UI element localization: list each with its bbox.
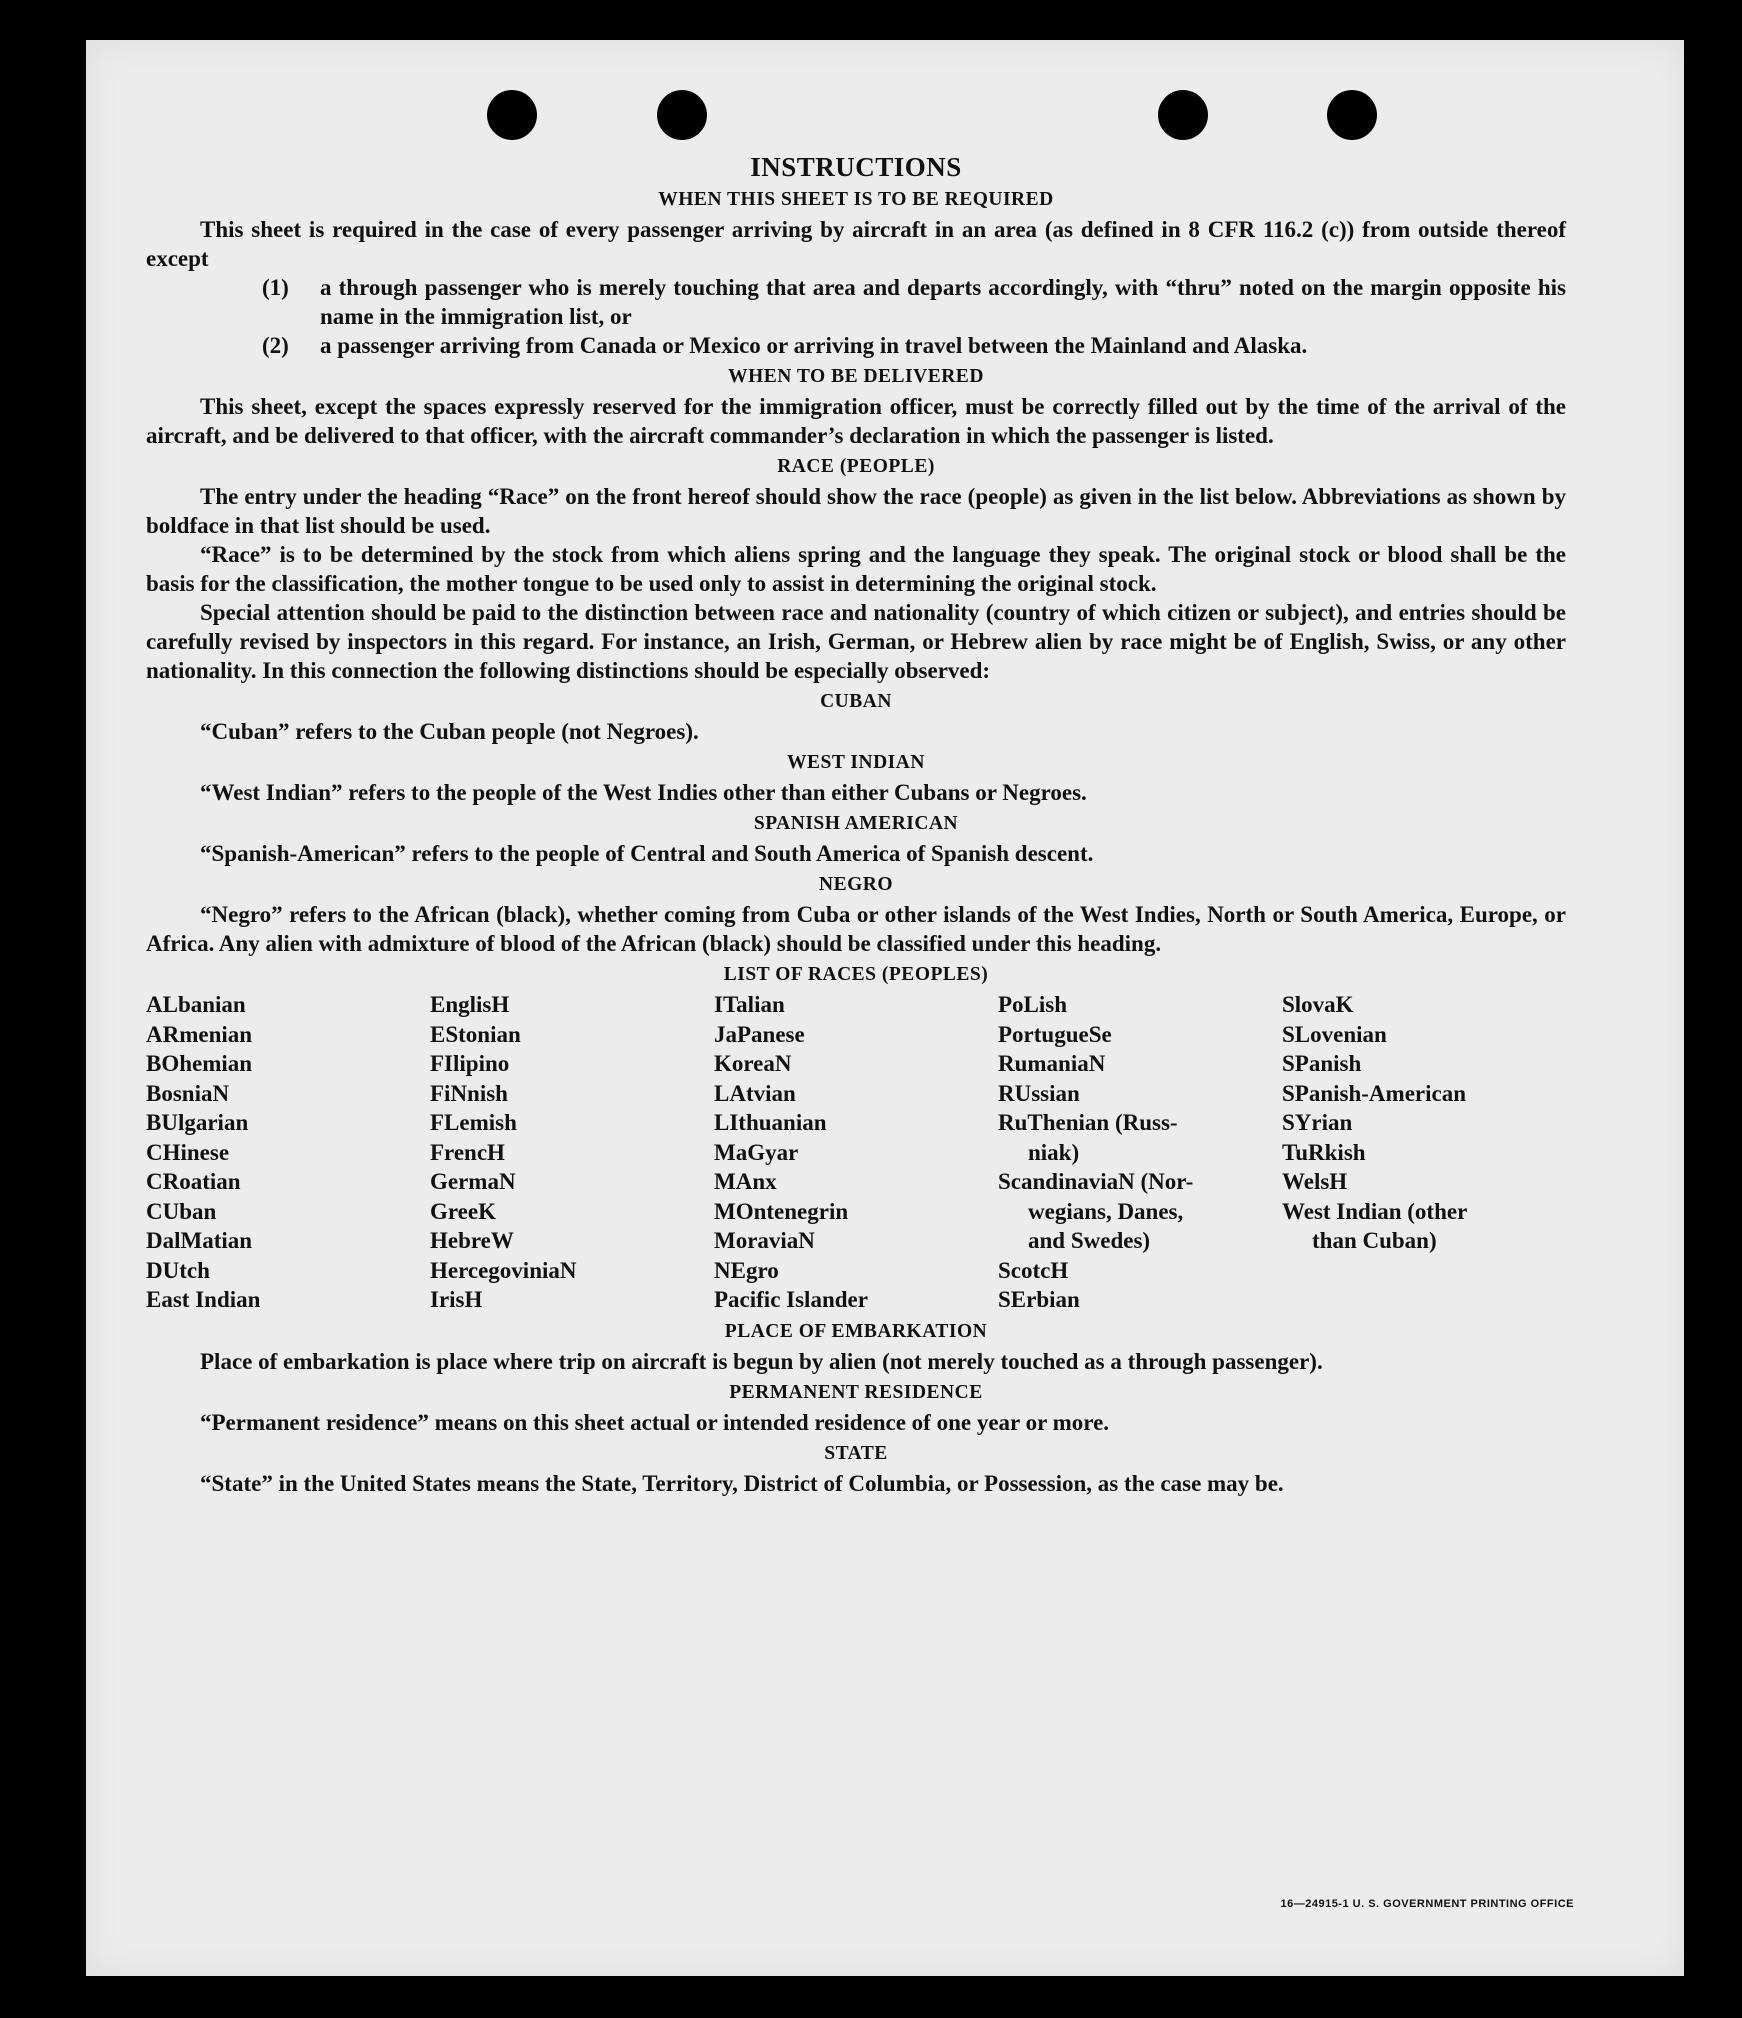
heading-residence: PERMANENT RESIDENCE <box>729 1381 983 1403</box>
heading-required: WHEN THIS SHEET IS TO BE REQUIRED <box>658 189 1054 210</box>
race-entry: EnglisH <box>430 992 510 1017</box>
race-entry: SPanish-American <box>1282 1080 1466 1106</box>
heading-negro: NEGRO <box>818 874 893 895</box>
race-entry: SPanish <box>1282 1051 1362 1076</box>
item-number: (1) <box>262 275 289 300</box>
race-paragraph-1: The entry under the heading “Race” on the front hereof should show the race (people) as given in the list below. Abbreviations as shown by boldface in that list should be used. <box>146 484 1566 538</box>
heading-races-list: LIST OF RACES (PEOPLES) <box>723 964 989 985</box>
race-entry: RumaniaN <box>998 1051 1106 1076</box>
race-entry-continued: than Cuban) <box>1312 1228 1437 1253</box>
race-entry: CRoatian <box>146 1169 241 1194</box>
race-entry: WelsH <box>1282 1169 1348 1194</box>
race-paragraph-3: Special attention should be paid to the distinction between race and nationality (country of which citizen or subject), and entries should be carefully revised by inspectors in this regard. For instance, an Irish, German, or Hebrew alien by race might be of English, Swiss, or any other nationality. In this connection the following distinctions should be especially observed: <box>146 600 1566 683</box>
race-entry-continued: niak) <box>1028 1139 1080 1165</box>
race-entry: ScandinaviaN (Nor- <box>998 1169 1194 1194</box>
heading-embarkation: PLACE OF EMBARKATION <box>724 1320 988 1342</box>
race-entry: East Indian <box>146 1287 261 1312</box>
races-column-5 <box>1282 990 1566 1315</box>
race-entry: IrisH <box>430 1287 483 1312</box>
race-entry: HebreW <box>430 1228 514 1253</box>
race-entry: EStonian <box>430 1021 521 1047</box>
printer-footer: 16—24915-1 U. S. GOVERNMENT PRINTING OFFICE <box>1280 1898 1574 1910</box>
heading-delivered: WHEN TO BE DELIVERED <box>728 366 984 387</box>
residence-text: “Permanent residence” means on this sheet actual or intended residence of one year or more. <box>200 1409 1110 1435</box>
race-entry-continued: wegians, Danes, <box>1028 1198 1184 1224</box>
delivered-text: This sheet, except the spaces expressly reserved for the immigration officer, must be correctly filled out by the time of the arrival of the aircraft, and be delivered to that officer, with the aircraft commander’s declaration in which the passenger is listed. <box>146 394 1566 448</box>
race-entry: BOhemian <box>146 1051 253 1076</box>
race-entry: FiNnish <box>430 1080 508 1106</box>
race-entry: West Indian (other <box>1282 1198 1468 1224</box>
required-item-2 <box>262 331 1566 360</box>
race-entry: MOntenegrin <box>714 1198 849 1224</box>
race-entry: TuRkish <box>1282 1139 1366 1165</box>
heading-cuban: CUBAN <box>820 691 892 712</box>
document-page <box>86 40 1684 1976</box>
race-entry: JaPanese <box>714 1021 805 1047</box>
race-entry: MaGyar <box>714 1139 799 1165</box>
race-entry: KoreaN <box>714 1051 792 1076</box>
negro-text: “Negro” refers to the African (black), whether coming from Cuba or other islands of the West Indies, North or South America, Europe, or Africa. Any alien with admixture of blood of the African (black) should be classified under this heading. <box>146 902 1566 956</box>
race-entry: BUlgarian <box>146 1110 249 1135</box>
spanish-american-text: “Spanish-American” refers to the people of Central and South America of Spanish descent. <box>200 841 1094 866</box>
race-entry: MoraviaN <box>714 1228 815 1253</box>
race-entry: DalMatian <box>146 1228 253 1253</box>
item-number: (2) <box>262 333 289 358</box>
race-entry: SErbian <box>998 1287 1080 1312</box>
race-entry: ARmenian <box>146 1021 253 1047</box>
embarkation-text: Place of embarkation is place where trip on aircraft is begun by alien (not merely touched as a through passenger). <box>200 1348 1323 1374</box>
race-entry: GreeK <box>430 1198 496 1224</box>
race-entry: SlovaK <box>1282 992 1354 1017</box>
cuban-text: “Cuban” refers to the Cuban people (not Negroes). <box>200 719 699 744</box>
race-entry: LIthuanian <box>714 1110 827 1135</box>
race-entry: LAtvian <box>714 1080 796 1106</box>
state-text: “State” in the United States means the State, Territory, District of Columbia, or Possession, as the case may be. <box>200 1470 1284 1496</box>
races-column-1 <box>146 990 430 1315</box>
race-entry: SLovenian <box>1282 1021 1387 1047</box>
page-title: INSTRUCTIONS <box>750 152 962 182</box>
race-paragraph-2: “Race” is to be determined by the stock from which aliens spring and the language they speak. The original stock or blood shall be the basis for the classification, the mother tongue to be used only to assist in determining the original stock. <box>146 542 1566 596</box>
race-entry: CHinese <box>146 1139 230 1165</box>
races-column-3 <box>714 990 998 1315</box>
item-text: a through passenger who is merely touching that area and departs accordingly, with “thru” noted on the margin opposite his name in the immigration list, or <box>320 275 1566 329</box>
punch-hole <box>1327 90 1377 140</box>
item-text: a passenger arriving from Canada or Mexico or arriving in travel between the Mainland and Alaska. <box>320 333 1308 358</box>
heading-race: RACE (PEOPLE) <box>777 456 935 477</box>
race-entry: RUssian <box>998 1080 1080 1106</box>
race-entry: PoLish <box>998 992 1068 1017</box>
race-entry: FLemish <box>430 1110 517 1135</box>
races-column-2 <box>430 990 714 1315</box>
races-list <box>146 990 1566 1315</box>
race-entry: PortugueSe <box>998 1021 1112 1047</box>
heading-west-indian: WEST INDIAN <box>787 752 925 773</box>
punch-hole <box>657 90 707 140</box>
punch-hole <box>1158 90 1208 140</box>
race-entry: DUtch <box>146 1257 210 1283</box>
race-entry: ALbanian <box>146 992 246 1017</box>
heading-state: STATE <box>824 1442 888 1464</box>
race-entry: ScotcH <box>998 1257 1069 1283</box>
race-entry: CUban <box>146 1198 217 1224</box>
race-entry: GermaN <box>430 1169 516 1194</box>
west-indian-text: “West Indian” refers to the people of the West Indies other than either Cubans or Negroes. <box>200 780 1087 805</box>
races-column-4 <box>998 990 1282 1315</box>
race-entry: BosniaN <box>146 1080 230 1106</box>
race-entry: NEgro <box>714 1257 779 1283</box>
required-intro: This sheet is required in the case of every passenger arriving by aircraft in an area (as defined in 8 CFR 116.2 (c)) from outside thereof except <box>146 217 1566 271</box>
punch-hole <box>487 90 537 140</box>
race-entry: Pacific Islander <box>714 1287 868 1312</box>
heading-spanish-american: SPANISH AMERICAN <box>753 813 959 834</box>
race-entry: MAnx <box>714 1169 777 1194</box>
race-entry: ITalian <box>714 992 785 1017</box>
race-entry-continued: and Swedes) <box>1028 1228 1151 1253</box>
race-entry: RuThenian (Russ- <box>998 1110 1178 1135</box>
race-entry: HercegoviniaN <box>430 1257 577 1283</box>
required-item-1 <box>262 273 1566 331</box>
race-entry: FrencH <box>430 1139 505 1165</box>
instructions-content <box>146 152 1566 1498</box>
race-entry: SYrian <box>1282 1110 1353 1135</box>
race-entry: FIlipino <box>430 1051 510 1076</box>
